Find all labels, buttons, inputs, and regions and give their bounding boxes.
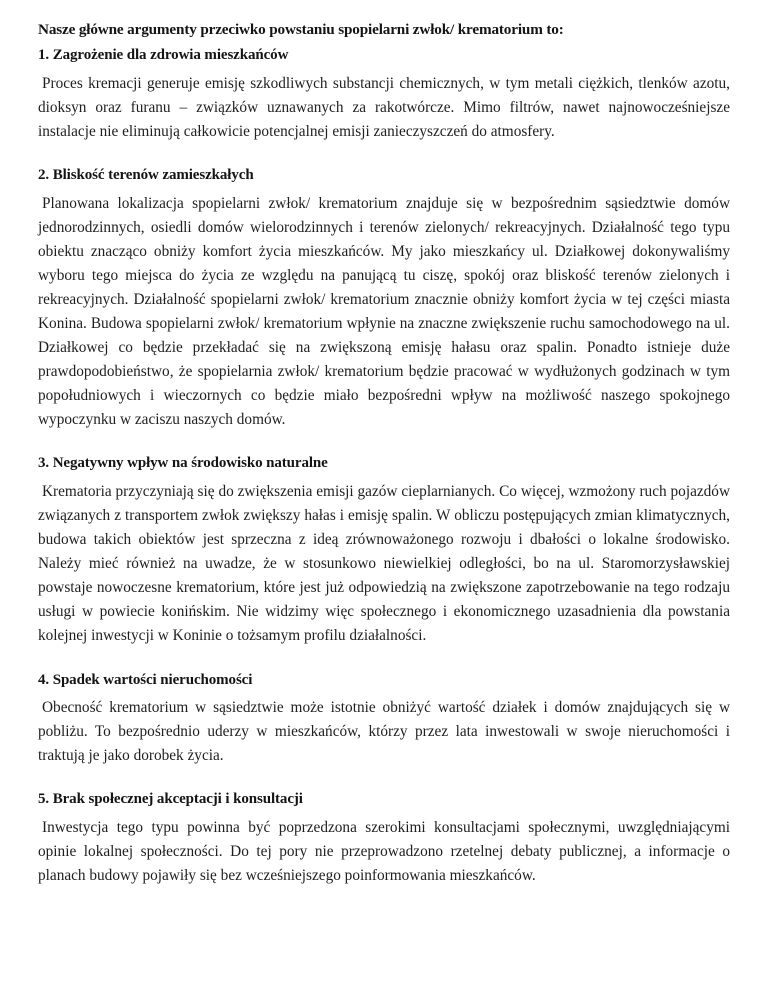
section-2-heading: 2. Bliskość terenów zamieszkałych bbox=[38, 167, 254, 184]
spacer bbox=[38, 768, 730, 790]
section-5-paragraph: Inwestycja tego typu powinna być poprzedzona szerokimi konsultacjami społecznymi, uwzględniającymi opinie lokalnej społeczności. Do tej pory nie przeprowadzono rzetelnej debaty publicznej, a informacje o planach budowy pojawiły się bez wcześniejszego poinformowania mieszkańców. bbox=[38, 818, 730, 884]
spacer bbox=[38, 649, 730, 671]
section-4-heading: 4. Spadek wartości nieruchomości bbox=[38, 671, 253, 688]
section-5-heading: 5. Brak społecznej akceptacji i konsultacji bbox=[38, 791, 303, 808]
lead-heading: Nasze główne argumenty przeciwko powstaniu spopielarni zwłok/ krematorium to: bbox=[38, 21, 564, 38]
section-5 bbox=[38, 790, 730, 888]
section-4 bbox=[38, 671, 730, 769]
section-3-paragraph: Krematoria przyczyniają się do zwiększenia emisji gazów cieplarnianych. Co więcej, wzmożony ruch pojazdów związanych z transportem zwłok zwiększy hałas i emisję spalin. W obliczu postępujących zmian klimatycznych, budowa takich obiektów jest sprzeczna z ideą zrównoważonego rozwoju i dbałości o lokalne środowisko. Należy mieć również na uwadze, że w stosunkowo niewielkiej odległości, bo na ul. Staromorzysławskiej powstaje nowoczesne krematorium, które jest już odpowiedzią na zwiększone zapotrzebowanie na tego rodzaju usługi w powiecie konińskim. Nie widzimy więc społecznego i ekonomicznego uzasadnienia dla powstania kolejnej inwestycji w Koninie o tożsamym profilu działalności. bbox=[38, 482, 730, 645]
section-2 bbox=[38, 166, 730, 432]
document-body bbox=[38, 20, 730, 888]
spacer bbox=[38, 432, 730, 454]
section-3 bbox=[38, 454, 730, 648]
section-1-heading: 1. Zagrożenie dla zdrowia mieszkańców bbox=[38, 47, 289, 64]
section-1 bbox=[38, 46, 730, 144]
section-2-paragraph: Planowana lokalizacja spopielarni zwłok/ krematorium znajduje się w bezpośrednim sąsiedztwie domów jednorodzinnych, osiedli domów wielorodzinnych i terenów zielonych/ rekreacyjnych. Działalność tego typu obiektu znacząco obniży komfort życia mieszkańców. My jako mieszkańcy ul. Działkowej dokonywaliśmy wyboru tego miejsca do życia ze względu na panującą tu ciszę, spokój oraz bliskość terenów zielonych i rekreacyjnych. Działalność spopielarni zwłok/ krematorium znacznie obniży komfort życia w tej części miasta Konina. Budowa spopielarni zwłok/ krematorium wpłynie na znaczne zwiększenie ruchu samochodowego na ul. Działkowej co będzie przekładać się na zwiększoną emisję hałasu oraz spalin. Ponadto istnieje duże prawdopodobieństwo, że spopielarnia zwłok/ krematorium będzie pracować w wydłużonych godzinach w tym popołudniowych i wieczornych co będzie miało bezpośredni wpływ na możliwość naszego spokojnego wypoczynku w zaciszu naszych domów. bbox=[38, 194, 730, 429]
section-1-paragraph: Proces kremacji generuje emisję szkodliwych substancji chemicznych, w tym metali ciężkich, tlenków azotu, dioksyn oraz furanu – związków uznawanych za rakotwórcze. Mimo filtrów, nawet najnowocześniejsze instalacje nie eliminują całkowicie potencjalnej emisji zanieczyszczeń do atmosfery. bbox=[38, 74, 730, 141]
section-3-heading: 3. Negatywny wpływ na środowisko naturalne bbox=[38, 455, 328, 472]
spacer bbox=[38, 144, 730, 166]
section-4-paragraph: Obecność krematorium w sąsiedztwie może istotnie obniżyć wartość działek i domów znajdujących się w pobliżu. To bezpośrednio uderzy w mieszkańców, którzy przez lata inwestowali w swoje nieruchomości i traktują je jako dorobek życia. bbox=[38, 699, 730, 765]
